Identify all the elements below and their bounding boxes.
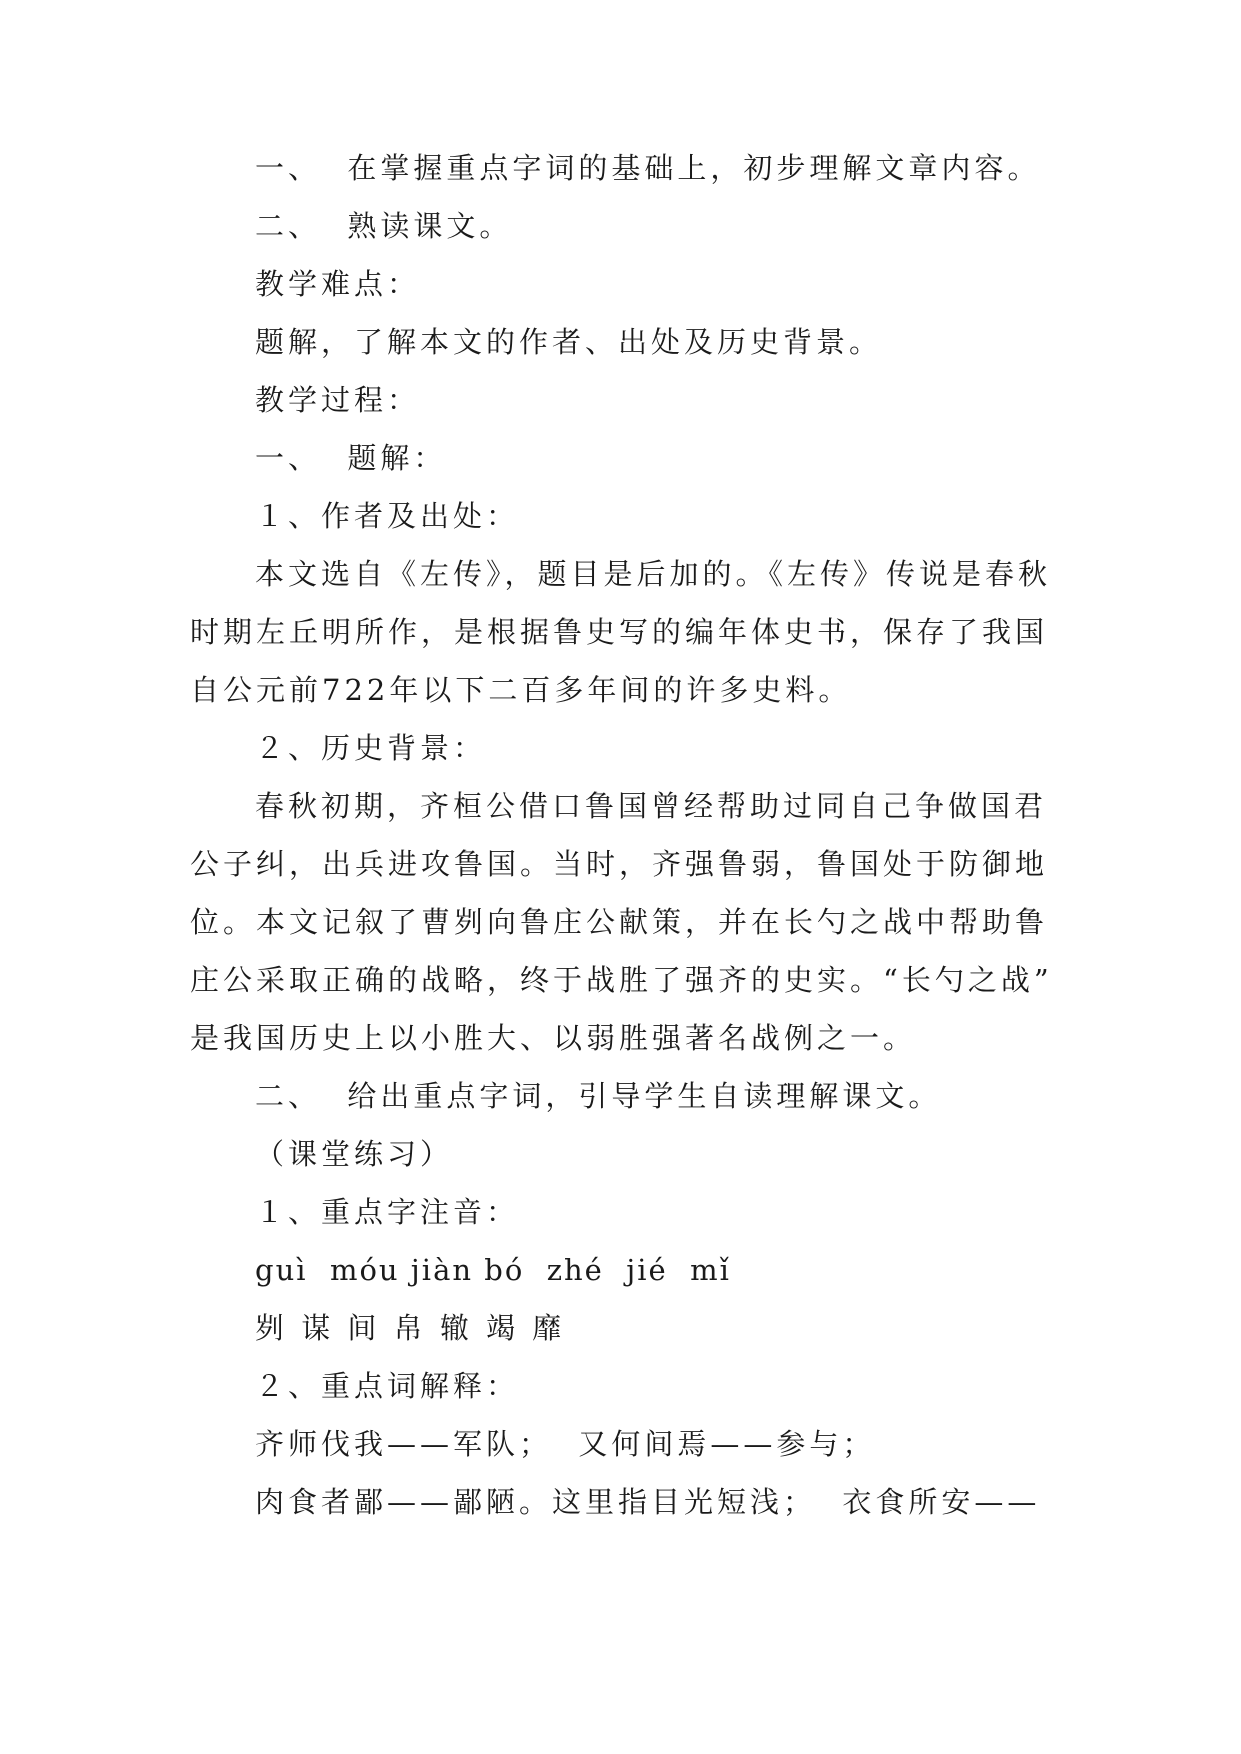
objective-1: 一、 在掌握重点字词的基础上，初步理解文章内容。	[255, 151, 1041, 185]
sub-heading-author-source: １、作者及出处：	[255, 499, 520, 533]
paragraph-line: 本文选自《左传》，题目是后加的。《左传》传说是春秋	[255, 557, 1052, 591]
pinyin-row: guì móu jiàn bó zhé jié mǐ	[255, 1253, 731, 1287]
sub-heading-history: ２、历史背景：	[255, 731, 487, 765]
paragraph-line: 自公元前722年以下二百多年间的许多史料。	[190, 673, 852, 707]
vocabulary-line: 齐师伐我——军队； 又何间焉——参与；	[255, 1427, 876, 1461]
heading-teaching-difficulty: 教学难点：	[255, 267, 421, 301]
heading-teaching-process: 教学过程：	[255, 383, 421, 417]
paragraph-line: 春秋初期，齐桓公借口鲁国曾经帮助过同自己争做国君	[255, 789, 1048, 823]
paragraph-line: 是我国历史上以小胜大、以弱胜强著名战例之一。	[190, 1021, 917, 1055]
vocabulary-line: 肉食者鄙——鄙陋。这里指目光短浅； 衣食所安——	[255, 1485, 1041, 1519]
step-2-title: 二、 给出重点字词，引导学生自读理解课文。	[255, 1079, 942, 1113]
characters-row: 刿 谋 间 帛 辙 竭 靡	[255, 1311, 566, 1345]
step-1-title: 一、 题解：	[255, 441, 447, 475]
classroom-exercise-label: （课堂练习）	[255, 1137, 454, 1171]
paragraph-line: 公子纠，出兵进攻鲁国。当时，齐强鲁弱，鲁国处于防御地	[190, 847, 1049, 881]
sub-heading-pronunciation: １、重点字注音：	[255, 1195, 520, 1229]
difficulty-text: 题解，了解本文的作者、出处及历史背景。	[255, 325, 883, 359]
sub-heading-vocabulary: ２、重点词解释：	[255, 1369, 520, 1403]
paragraph-line: 位。本文记叙了曹刿向鲁庄公献策，并在长勺之战中帮助鲁	[190, 905, 1049, 939]
paragraph-line: 庄公采取正确的战略，终于战胜了强齐的史实。“长勺之战”	[190, 963, 1053, 997]
paragraph-line: 时期左丘明所作，是根据鲁史写的编年体史书，保存了我国	[190, 615, 1049, 649]
objective-2: 二、 熟读课文。	[255, 209, 513, 243]
